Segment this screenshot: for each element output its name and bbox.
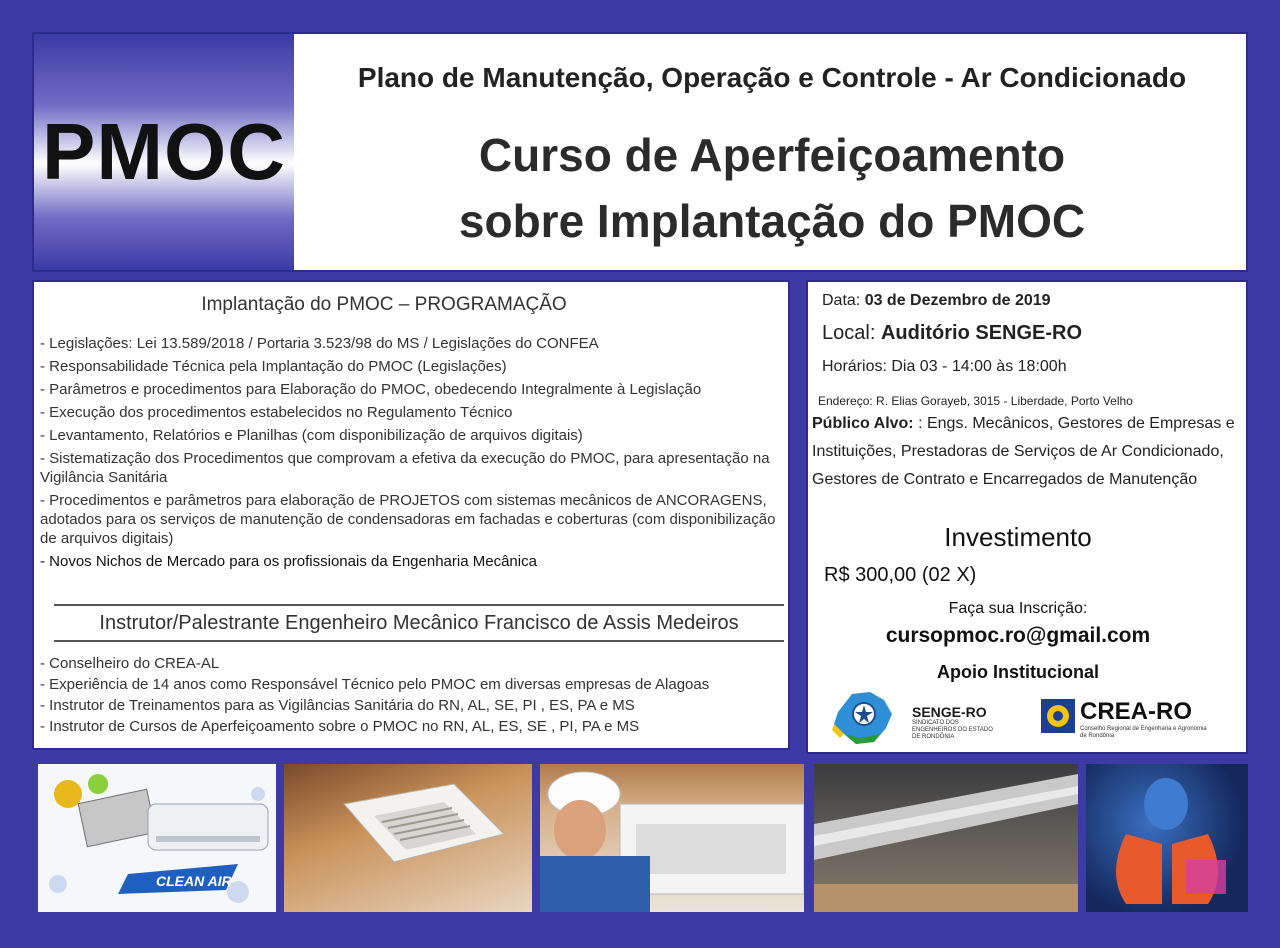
instructor-title: Instrutor/Palestrante Engenheiro Mecânico Francisco de Assis Medeiros [54, 604, 784, 642]
program-list [40, 334, 790, 575]
senge-subtitle: SINDICATO DOS ENGENHEIROS DO ESTADO DE RONDÔNIA [912, 720, 993, 740]
support-title: Apoio Institucional [937, 662, 1099, 682]
list-item: - Novos Nichos de Mercado para os profissionais da Engenharia Mecânica [40, 553, 537, 570]
program-title: Implantação do PMOC – PROGRAMAÇÃO [201, 294, 567, 315]
page-title [294, 122, 1250, 254]
list-item: - Conselheiro do CREA-AL [40, 655, 220, 672]
local-label: Local: [822, 322, 881, 344]
photo-cassette-ac [284, 764, 532, 912]
crea-subtitle: Conselho Regional de Engenharia e Agronomia de Rondônia [1080, 726, 1207, 739]
title-line-2: sobre Implantação do PMOC [458, 195, 1086, 247]
signup-label: Faça sua Inscrição: [948, 600, 1088, 617]
list-item: - Parâmetros e procedimentos para Elaboração do PMOC, obedecendo Integralmente à Legislação [40, 381, 702, 398]
lungs-illustration [1086, 764, 1248, 912]
title-line-1: Curso de Aperfeiçoamento [478, 129, 1066, 181]
date-row [822, 292, 1051, 310]
page-subtitle: Plano de Manutenção, Operação e Controle - Ar Condicionado [357, 62, 1187, 93]
crea-name: CREA-RO [1080, 698, 1192, 725]
crea-logo [1040, 698, 1230, 742]
photo-technician [540, 764, 804, 912]
email-link[interactable]: cursopmoc.ro@gmail.com [885, 624, 1151, 647]
senge-name: SENGE-RO [912, 704, 987, 720]
date-label: Data: [822, 292, 865, 309]
hours-row: Horários: Dia 03 - 14:00 às 18:00h [822, 358, 1067, 375]
pmoc-logo [34, 34, 294, 270]
photo-lungs [1086, 764, 1248, 912]
local-row [822, 322, 1082, 345]
list-item: - Instrutor de Treinamentos para as Vigilâncias Sanitária do RN, AL, SE, PI , ES, PA e MS [40, 697, 635, 714]
list-item: - Instrutor de Cursos de Aperfeiçoamento sobre o PMOC no RN, AL, ES, SE , PI, PA e MS [40, 718, 640, 735]
audience-value: : Engs. Mecânicos, Gestores de Empresas e Instituições, Prestadoras de Serviços de Ar Condicionado, Gestores de Contrato e Encarregados de Manutenção [812, 415, 1235, 488]
list-item: - Experiência de 14 anos como Responsável Técnico pelo PMOC em diversas empresas de Alagoas [40, 676, 710, 693]
header-banner [32, 32, 1248, 272]
investment-title: Investimento [944, 522, 1092, 552]
price: R$ 300,00 (02 X) [824, 564, 977, 586]
address: Endereço: R. Elias Gorayeb, 3015 - Liberdade, Porto Velho [818, 394, 1133, 408]
list-item: - Procedimentos e parâmetros para elaboração de PROJETOS com sistemas mecânicos de ANCORAGENS, adotados para os serviços de manutenção de condensadoras em fachadas e coberturas (com disponibilização de arquivos digitais) [40, 492, 776, 547]
cassette-ac-illustration [284, 764, 532, 912]
instructor-list [40, 654, 790, 738]
audience-label: Público Alvo: [812, 415, 914, 432]
date-value: 03 de Dezembro de 2019 [864, 292, 1051, 309]
list-item: - Levantamento, Relatórios e Planilhas (com disponibilização de arquivos digitais) [40, 427, 583, 444]
audience [812, 410, 1244, 494]
list-item: - Execução dos procedimentos estabelecidos no Regulamento Técnico [40, 404, 513, 421]
list-item: - Responsabilidade Técnica pela Implantação do PMOC (Legislações) [40, 358, 507, 375]
rondonia-map-icon [830, 688, 906, 748]
ductwork-illustration [814, 764, 1078, 912]
local-value: Auditório SENGE-RO [880, 322, 1083, 344]
clean-air-label: CLEAN AIR [156, 873, 232, 889]
technician-illustration [540, 764, 804, 912]
photo-clean-air [38, 764, 276, 912]
program-panel [32, 280, 790, 750]
info-panel [806, 280, 1248, 754]
pmoc-logo-text: PMOC [42, 107, 286, 196]
crea-emblem-icon [1040, 698, 1076, 734]
list-item: - Sistematização dos Procedimentos que comprovam a efetiva da execução do PMOC, para apresentação na Vigilância Sanitária [40, 450, 770, 486]
list-item: - Legislações: Lei 13.589/2018 / Portaria 3.523/98 do MS / Legislações do CONFEA [40, 335, 599, 352]
senge-logo [830, 688, 1006, 748]
air-conditioner-illustration [38, 764, 276, 912]
photo-ductwork [814, 764, 1078, 912]
